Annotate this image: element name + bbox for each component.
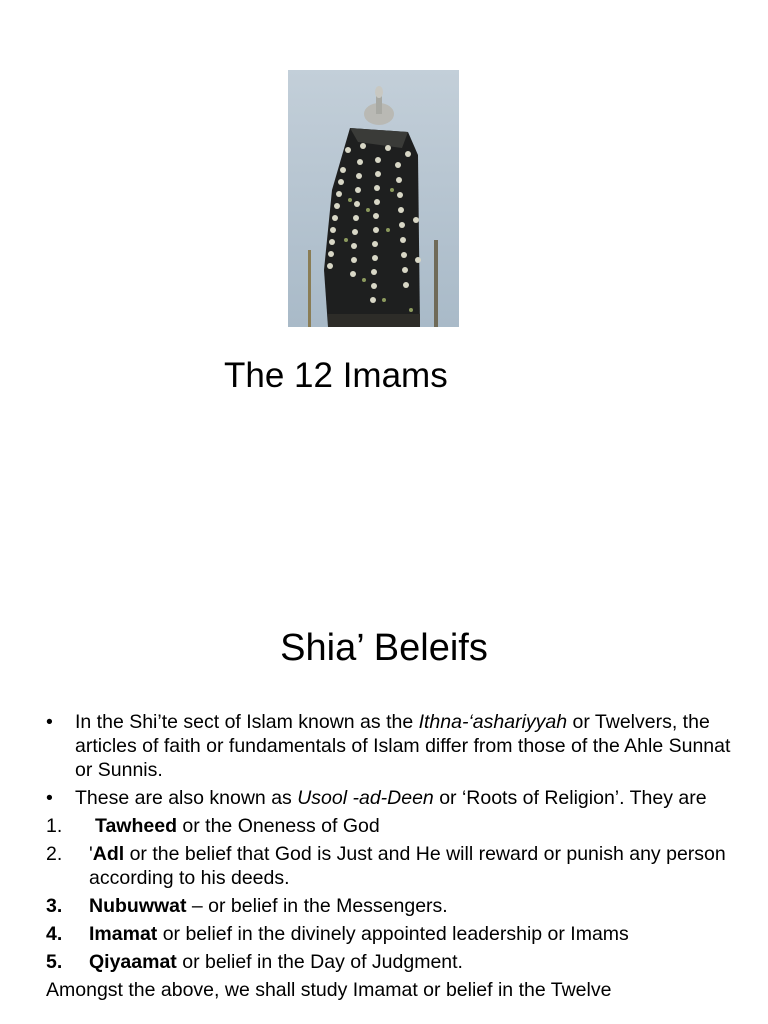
item-rest: or the belief that God is Just and He will reward or punish any person according to his deeds. — [89, 843, 726, 889]
item-rest: or the Oneness of God — [177, 815, 380, 837]
numbered-item — [46, 950, 746, 974]
bullet-dot-icon: • — [46, 787, 53, 809]
item-prefix: ' — [89, 843, 93, 865]
numbered-item — [46, 894, 746, 918]
bullet-text-after: or Twelvers, the articles of faith or fundamentals of Islam differ from those of the Ahle Sunnat or Sunnis. — [75, 711, 731, 781]
numbered-item — [46, 922, 746, 946]
slide-heading: Shia’ Beleifs — [280, 627, 488, 669]
item-rest: or belief in the Day of Judgment. — [176, 951, 463, 973]
item-term: Nubuwwat — [89, 895, 187, 917]
item-term: Qiyaamat — [89, 951, 177, 973]
numbered-item — [46, 814, 746, 838]
item-number: 4. — [46, 923, 63, 945]
slide-body — [46, 710, 746, 1002]
bullet-dot-icon: • — [46, 711, 53, 733]
bullet-text-italic: Ithna-‘ashariyyah — [418, 711, 568, 733]
bullet-text-before: These are also known as — [75, 787, 298, 809]
closing-text: Amongst the above, we shall study Imamat or belief in the Twelve — [46, 979, 612, 1001]
slide-title: The 12 Imams — [224, 356, 448, 395]
item-number: 5. — [46, 951, 63, 973]
item-number: 3. — [46, 895, 63, 917]
bullet-text-before: In the Shi’te sect of Islam known as the — [75, 711, 419, 733]
item-number: 2. — [46, 843, 63, 865]
item-number: 1. — [46, 815, 63, 837]
shrine-alam-photo — [288, 70, 459, 327]
numbered-item — [46, 842, 746, 890]
bullet-item — [46, 710, 746, 782]
item-rest: – or belief in the Messengers. — [186, 895, 448, 917]
bullet-text-italic: Usool -ad-Deen — [297, 787, 434, 809]
item-term: Tawheed — [95, 815, 177, 837]
item-rest: or belief in the divinely appointed leadership or Imams — [157, 923, 629, 945]
bullet-text-after: or ‘Roots of Religion’. They are — [433, 787, 707, 809]
content-slide — [0, 512, 768, 1024]
item-term: Adl — [92, 843, 125, 865]
item-term: Imamat — [89, 923, 158, 945]
bullet-item — [46, 786, 746, 810]
